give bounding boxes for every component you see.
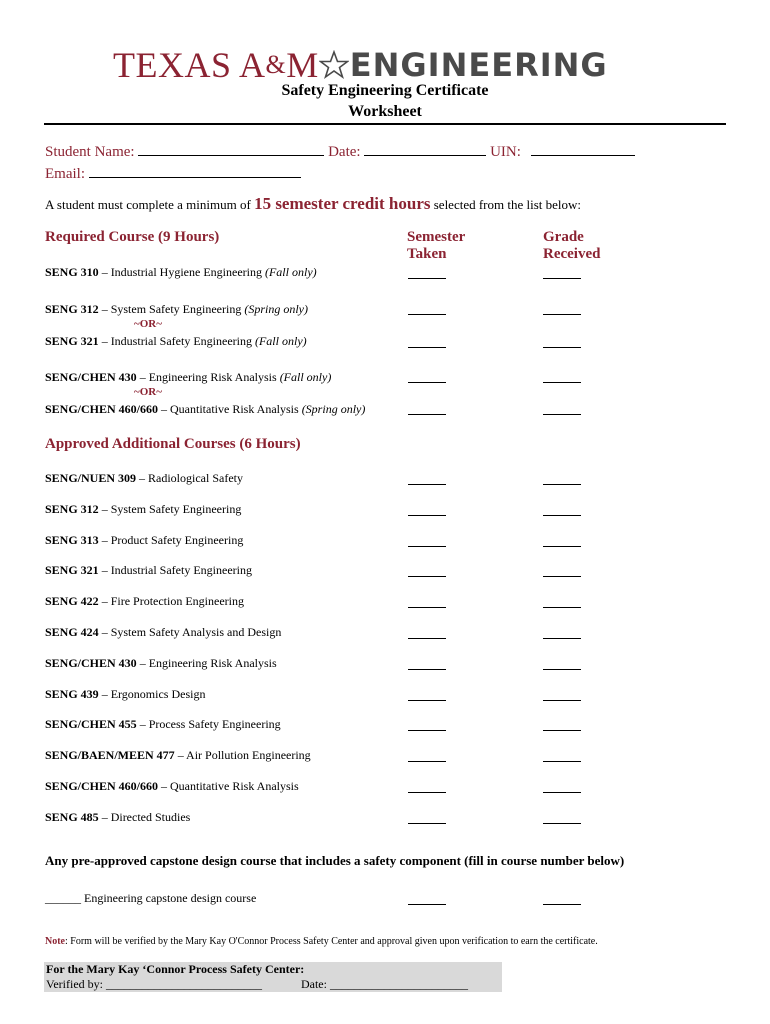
header-rule (44, 123, 726, 125)
semester-blank[interactable] (408, 730, 446, 731)
verified-by-label: Verified by: (46, 977, 103, 991)
grade-blank[interactable] (543, 382, 581, 383)
additional-course: SENG 422 – Fire Protection Engineering (45, 594, 244, 608)
semester-blank[interactable] (408, 761, 446, 762)
semester-blank[interactable] (408, 546, 446, 547)
semester-blank[interactable] (408, 576, 446, 577)
course-code: SENG/CHEN 430 (45, 370, 137, 384)
course-title: Quantitative Risk Analysis (170, 779, 299, 793)
logo-engineering: ENGINEERING (349, 46, 608, 84)
requirement-prefix: A student must complete a minimum of (45, 197, 251, 212)
semester-blank[interactable] (408, 484, 446, 485)
note-text: : Form will be verified by the Mary Kay O'Connor Process Safety Center and approval given upon verification to earn the certificate. (65, 936, 598, 947)
semester-blank[interactable] (408, 347, 446, 348)
semester-blank[interactable] (408, 700, 446, 701)
additional-course: SENG/CHEN 460/660 – Quantitative Risk Analysis (45, 779, 299, 793)
course-title: Radiological Safety (148, 471, 243, 485)
logo-amp: & (265, 50, 287, 79)
semester-blank[interactable] (408, 515, 446, 516)
grade-blank[interactable] (543, 576, 581, 577)
semester-blank[interactable] (408, 414, 446, 415)
additional-course: SENG 313 – Product Safety Engineering (45, 533, 244, 547)
uin-label: UIN: (490, 144, 521, 160)
grade-blank[interactable] (543, 546, 581, 547)
additional-course: SENG 321 – Industrial Safety Engineering (45, 563, 252, 577)
logo-texas: TEXAS A (113, 45, 266, 85)
course-note: (Spring only) (301, 402, 366, 416)
student-name-field[interactable] (138, 155, 324, 156)
semester-header (407, 229, 465, 263)
grade-blank[interactable] (543, 347, 581, 348)
page-subtitle: Worksheet (348, 103, 422, 120)
grade-blank[interactable] (543, 761, 581, 762)
grade-blank[interactable] (543, 414, 581, 415)
course-title: Fire Protection Engineering (110, 594, 244, 608)
course-code: SENG 485 (45, 810, 99, 824)
additional-course: SENG/CHEN 430 – Engineering Risk Analysis (45, 656, 277, 670)
capstone-row (45, 891, 256, 906)
center-verification-box (44, 962, 502, 992)
additional-course: SENG 485 – Directed Studies (45, 810, 191, 824)
note-label: Note (45, 936, 65, 947)
additional-course: SENG 312 – System Safety Engineering (45, 502, 242, 516)
required-course: SENG 312 – System Safety Engineering (Spring only) (45, 302, 308, 316)
grade-blank[interactable] (543, 823, 581, 824)
semester-blank[interactable] (408, 314, 446, 315)
center-date-field[interactable]: _______________________ (329, 977, 468, 991)
course-title: System Safety Analysis and Design (110, 625, 282, 639)
grade-blank[interactable] (543, 730, 581, 731)
grade-blank[interactable] (543, 607, 581, 608)
course-code: SENG/CHEN 460/660 (45, 402, 159, 416)
uin-field[interactable] (531, 155, 635, 156)
course-title: Product Safety Engineering (110, 533, 244, 547)
course-code: SENG/CHEN 460/660 (45, 779, 159, 793)
date-field[interactable] (364, 155, 486, 156)
course-code: SENG 310 (45, 265, 99, 279)
grade-header-line1: Grade (543, 229, 584, 245)
required-course: SENG 321 – Industrial Safety Engineering (Fall only) (45, 334, 307, 348)
course-title: Industrial Safety Engineering (110, 334, 252, 348)
course-title: Industrial Safety Engineering (110, 563, 252, 577)
required-course: SENG 310 – Industrial Hygiene Engineering (Fall only) (45, 265, 317, 279)
course-title: Air Pollution Engineering (186, 748, 311, 762)
note (45, 936, 598, 947)
requirement-hours: 15 semester credit hours (254, 194, 431, 213)
semester-blank[interactable] (408, 607, 446, 608)
additional-course: SENG/NUEN 309 – Radiological Safety (45, 471, 243, 485)
grade-blank[interactable] (543, 700, 581, 701)
email-row (45, 166, 301, 183)
grade-blank[interactable] (543, 792, 581, 793)
center-verify-row (44, 977, 502, 992)
semester-header-line1: Semester (407, 229, 466, 245)
grade-blank[interactable] (543, 638, 581, 639)
or-label: ~OR~ (134, 318, 162, 330)
course-code: SENG 313 (45, 533, 99, 547)
required-course: SENG/CHEN 430 – Engineering Risk Analysis (Fall only) (45, 370, 332, 384)
email-field[interactable] (89, 177, 301, 178)
grade-blank[interactable] (543, 669, 581, 670)
grade-blank[interactable] (543, 278, 581, 279)
course-code: SENG/CHEN 455 (45, 717, 137, 731)
grade-blank[interactable] (543, 484, 581, 485)
additional-course: SENG 439 – Ergonomics Design (45, 687, 206, 701)
course-title: Directed Studies (110, 810, 191, 824)
semester-blank[interactable] (408, 904, 446, 905)
grade-blank[interactable] (543, 314, 581, 315)
capstone-label: Engineering capstone design course (84, 891, 257, 905)
requirement-suffix: selected from the list below: (433, 197, 582, 212)
course-note: (Fall only) (264, 265, 317, 279)
verified-by-field[interactable]: __________________________ (105, 977, 262, 991)
course-code: SENG 424 (45, 625, 99, 639)
additional-heading: Approved Additional Courses (6 Hours) (45, 436, 301, 452)
additional-course: SENG/CHEN 455 – Process Safety Engineering (45, 717, 281, 731)
course-note: (Fall only) (279, 370, 332, 384)
semester-blank[interactable] (408, 638, 446, 639)
center-title: For the Mary Kay ‘Connor Process Safety Center: (46, 962, 305, 976)
student-name-label: Student Name: (45, 144, 135, 160)
course-code: SENG 439 (45, 687, 99, 701)
semester-blank[interactable] (408, 669, 446, 670)
capstone-heading: Any pre-approved capstone design course that includes a safety component (fill in course number below) (45, 853, 625, 868)
logo-m: M (286, 45, 319, 85)
additional-course: SENG 424 – System Safety Analysis and Design (45, 625, 282, 639)
course-title: Ergonomics Design (110, 687, 206, 701)
course-code: SENG 321 (45, 563, 99, 577)
page-title: Safety Engineering Certificate (281, 82, 489, 99)
course-title: System Safety Engineering (110, 502, 242, 516)
required-course: SENG/CHEN 460/660 – Quantitative Risk Analysis (Spring only) (45, 402, 366, 416)
grade-header (543, 229, 600, 263)
semester-blank[interactable] (408, 278, 446, 279)
course-code: SENG 422 (45, 594, 99, 608)
course-title: Engineering Risk Analysis (148, 656, 277, 670)
student-info-row (45, 144, 635, 161)
course-title: Engineering Risk Analysis (148, 370, 277, 384)
course-code: SENG/CHEN 430 (45, 656, 137, 670)
course-code: SENG 312 (45, 502, 99, 516)
course-title: Quantitative Risk Analysis (170, 402, 299, 416)
semester-blank[interactable] (408, 792, 446, 793)
course-title: System Safety Engineering (110, 302, 242, 316)
star-icon (319, 50, 349, 80)
course-code: SENG/BAEN/MEEN 477 (45, 748, 175, 762)
course-note: (Spring only) (244, 302, 308, 316)
center-date-label: Date: (300, 977, 327, 991)
course-code: SENG 312 (45, 302, 99, 316)
date-label: Date: (328, 144, 361, 160)
semester-header-line2: Taken (407, 246, 447, 262)
course-code: SENG 321 (45, 334, 99, 348)
semester-blank[interactable] (408, 382, 446, 383)
additional-course: SENG/BAEN/MEEN 477 – Air Pollution Engineering (45, 748, 311, 762)
semester-blank[interactable] (408, 823, 446, 824)
grade-blank[interactable] (543, 515, 581, 516)
course-title: Process Safety Engineering (148, 717, 281, 731)
course-title: Industrial Hygiene Engineering (110, 265, 262, 279)
required-heading: Required Course (9 Hours) (45, 229, 220, 245)
requirement-text (45, 194, 581, 214)
grade-blank[interactable] (543, 904, 581, 905)
email-label: Email: (45, 166, 85, 182)
grade-header-line2: Received (543, 246, 601, 262)
capstone-number-blank[interactable]: ______ (45, 891, 81, 905)
course-code: SENG/NUEN 309 (45, 471, 137, 485)
course-note: (Fall only) (254, 334, 307, 348)
or-label: ~OR~ (134, 386, 162, 398)
